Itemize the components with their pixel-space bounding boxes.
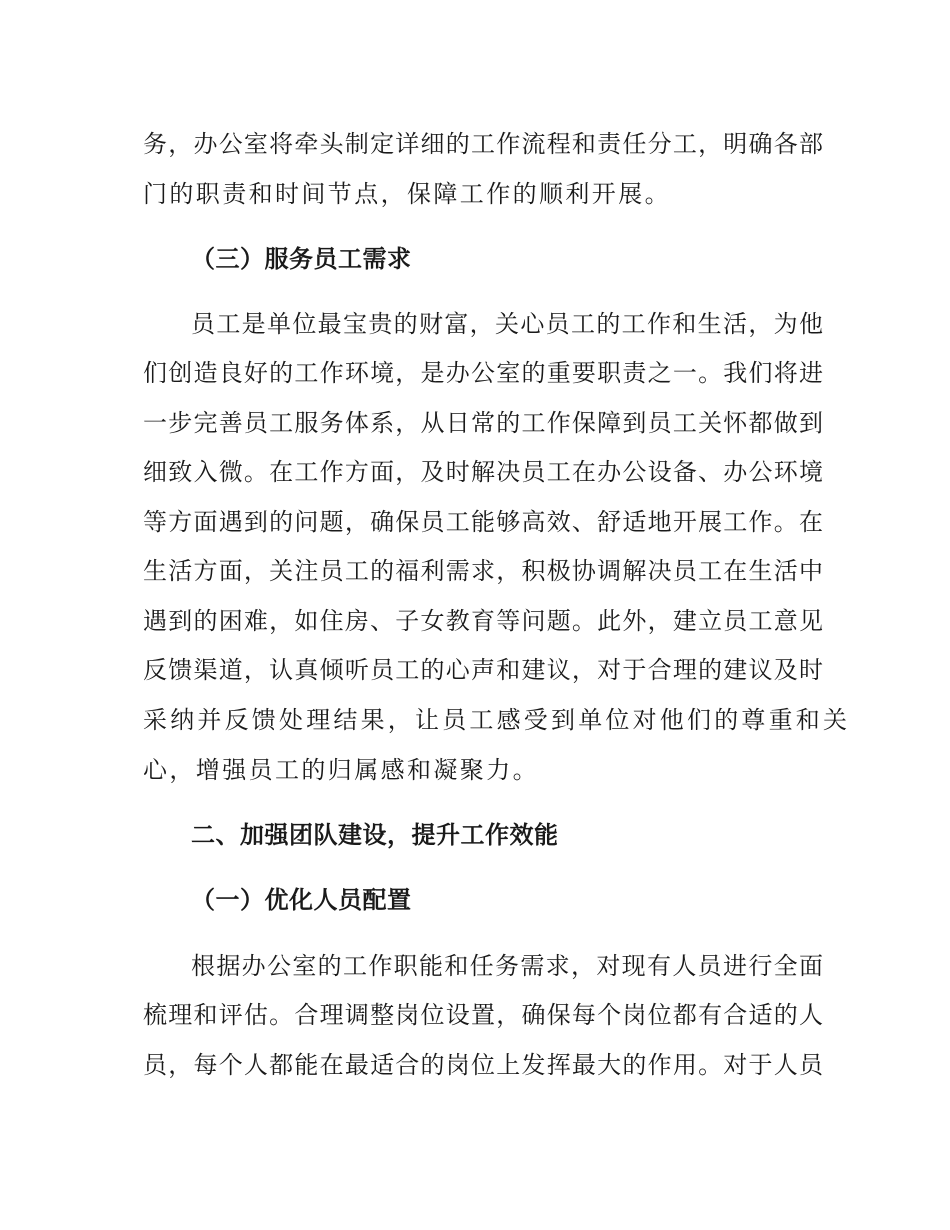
body-text-line: 员，每个人都能在最适合的岗位上发挥最大的作用。对于人员: [143, 1051, 823, 1079]
body-text-line: 梳理和评估。合理调整岗位设置，确保每个岗位都有合适的人: [143, 1001, 823, 1029]
body-text-line: 根据办公室的工作职能和任务需求，对现有人员进行全面: [191, 952, 823, 980]
body-text-line: 门的职责和时间节点，保障工作的顺利开展。: [143, 180, 671, 208]
chapter-heading-2: 二、加强团队建设，提升工作效能: [191, 821, 559, 849]
body-text-line: 采纳并反馈处理结果，让员工感受到单位对他们的尊重和关: [143, 706, 851, 734]
body-text-line: 遇到的困难，如住房、子女教育等问题。此外，建立员工意见: [143, 607, 823, 635]
body-text-line: 员工是单位最宝贵的财富，关心员工的工作和生活，为他: [191, 310, 823, 338]
body-text-line: 们创造良好的工作环境，是办公室的重要职责之一。我们将进: [143, 359, 823, 387]
body-text-line: 生活方面，关注员工的福利需求，积极协调解决员工在生活中: [143, 557, 823, 585]
body-text-line: 细致入微。在工作方面，及时解决员工在办公设备、办公环境: [143, 458, 823, 486]
section-heading-1: （一）优化人员配置: [191, 886, 412, 914]
body-text-line: 一步完善员工服务体系，从日常的工作保障到员工关怀都做到: [143, 409, 823, 437]
body-text-line: 心，增强员工的归属感和凝聚力。: [143, 756, 539, 784]
body-text-line: 反馈渠道，认真倾听员工的心声和建议，对于合理的建议及时: [143, 656, 823, 684]
body-text-line: 务，办公室将牵头制定详细的工作流程和责任分工，明确各部: [143, 130, 823, 158]
body-text-line: 等方面遇到的问题，确保员工能够高效、舒适地开展工作。在: [143, 508, 823, 536]
section-heading-3: （三）服务员工需求: [191, 245, 412, 273]
